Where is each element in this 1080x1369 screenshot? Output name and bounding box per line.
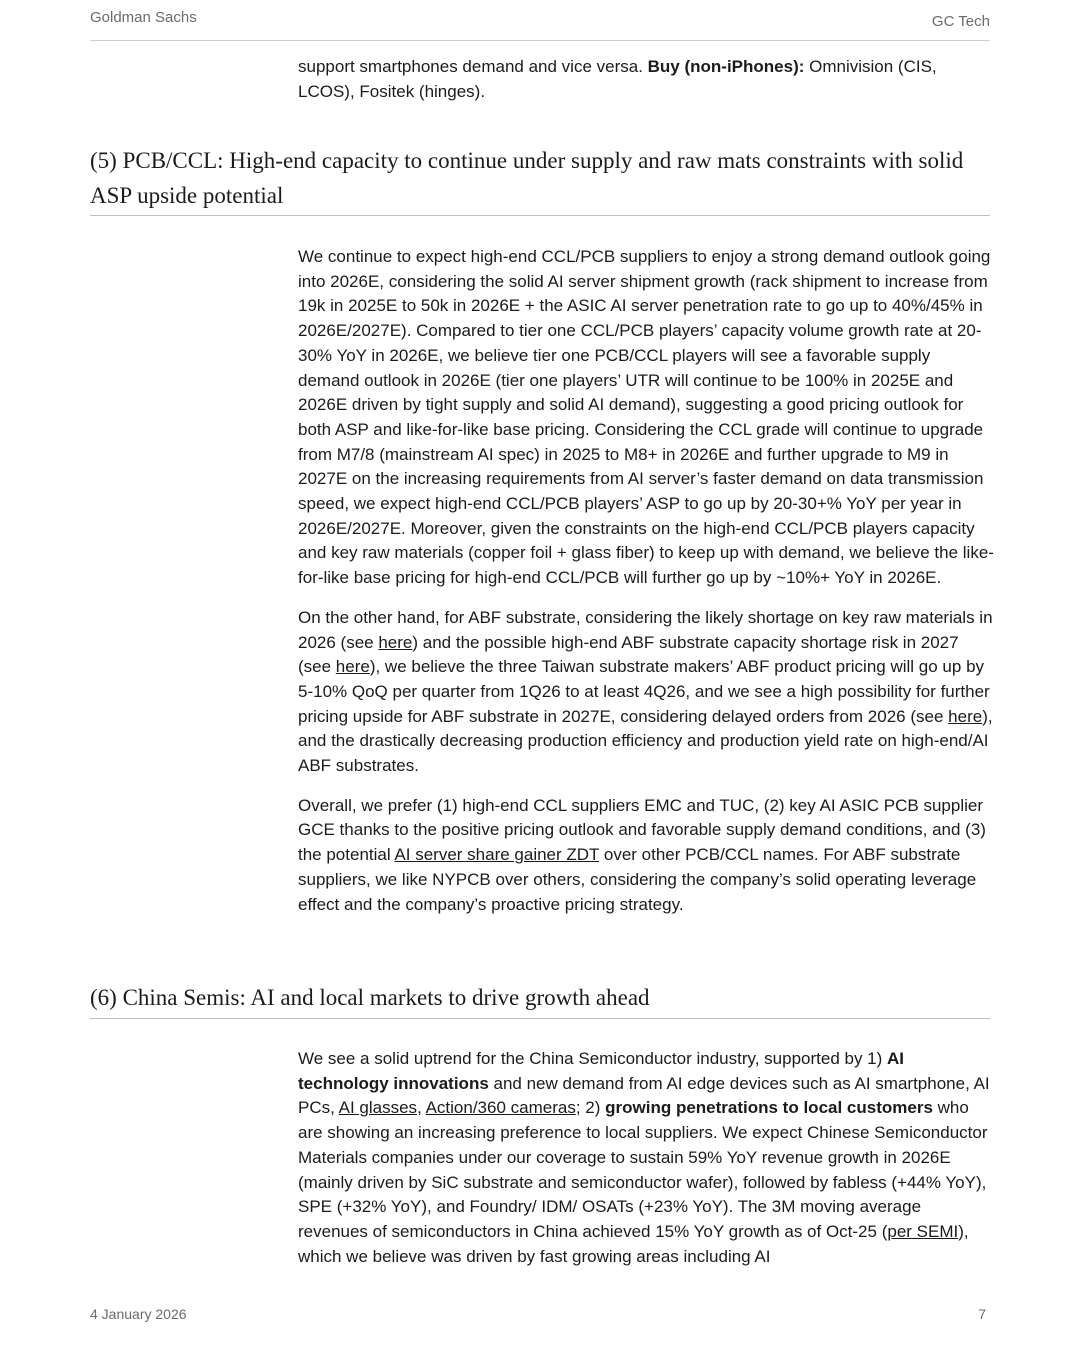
s6-text-c: , <box>417 1098 426 1118</box>
s6-bold-2: growing penetrations to local customers <box>605 1098 933 1118</box>
s6-bold-1: AI technology innovations <box>298 1049 905 1093</box>
per-semi-link[interactable]: per SEMI <box>887 1221 959 1241</box>
section-5-paragraph-1: We continue to expect high-end CCL/PCB suppliers to enjoy a strong demand outlook going into 2026E, considering the solid AI server shipment growth (rack shipment to increase from 19k in 2025E to 50k in 2026E + the ASIC AI server penetration rate to go up to 40%/45% in 2026E/2027E). Compared to tier one CCL/PCB players’ capacity volume growth rate at 20-30% YoY in 2026E, we believe tier one PCB/CCL players will see a favorable supply demand outlook in 2026E (tier one players’ UTR will continue to be 100% in 2025E and 2026E driven by tight supply and solid AI demand), suggesting a good pricing outlook for both ASP and like-for-like base pricing. Considering the CCL grade will continue to upgrade from M7/8 (mainstream AI spec) in 2025 to M8+ in 2026E and further upgrade to M9 in 2027E on the increasing requirements from AI server’s faster demand on data transmission speed, we expect high-end CCL/PCB players’ ASP to go up by 20-30+% YoY per year in 2026E/2027E. Moreover, given the constraints on the high-end CCL/PCB players capacity and key raw materials (copper foil + glass fiber) to keep up with demand, we believe the like-for-like base pricing for high-end CCL/PCB will further go up by ~10%+ YoY in 2026E. <box>298 247 994 588</box>
p2-text-d: ), and the drastically decreasing production efficiency and production yield rate on high-end/AI ABF substrates. <box>298 706 993 776</box>
action-cameras-link[interactable]: Action/360 cameras <box>425 1098 576 1118</box>
zdt-link[interactable]: AI server share gainer ZDT <box>394 845 600 865</box>
section-6-body <box>298 1047 994 1269</box>
intro-bold: Buy (non-iPhones): <box>647 57 805 76</box>
here-link-3[interactable]: here <box>948 706 983 726</box>
s6-text-f: ), which we believe was driven by fast growing areas including AI <box>298 1221 969 1266</box>
footer-date: 4 January 2026 <box>90 1306 187 1322</box>
page-number: 7 <box>978 1306 986 1322</box>
p3-text-a: Overall, we prefer (1) high-end CCL suppliers EMC and TUC, (2) key AI ASIC PCB supplier GCE thanks to the positive pricing outlook and favorable supply demand conditions, and (3) the potential <box>298 795 986 865</box>
p2-text-c: ), we believe the three Taiwan substrate makers’ ABF product pricing will go up by 5-10% QoQ per quarter from 1Q26 to at least 4Q26, and we see a high possibility for further pricing upside for ABF substrate in 2027E, considering delayed orders from 2026 (see <box>298 657 990 726</box>
here-link-1[interactable]: here <box>378 632 413 652</box>
intro-text-2: Omnivision (CIS, LCOS), Fositek (hinges). <box>298 57 937 101</box>
s6-text-e: who are showing an increasing preference to local suppliers. We expect Chinese Semiconductor Materials companies under our coverage to sustain 59% YoY revenue growth in 2026E (mainly driven by SiC substrate and semiconductor wafer), followed by fabless (+44% YoY), SPE (+32% YoY), and Foundry/ IDM/ OSATs (+23% YoY). The 3M moving average revenues of semiconductors in China achieved 15% YoY growth as of Oct-25 ( <box>298 1098 988 1241</box>
section-6-heading: (6) China Semis: AI and local markets to drive growth ahead <box>90 980 990 1019</box>
p3-text-b: over other PCB/CCL names. For ABF substrate suppliers, we like NYPCB over others, considering the company’s solid operating leverage effect and the company’s proactive pricing strategy. <box>298 845 977 914</box>
company-name: Goldman Sachs <box>90 9 197 26</box>
here-link-2[interactable]: here <box>335 657 370 677</box>
intro-text-1: support smartphones demand and vice versa. <box>298 57 648 76</box>
report-name: GC Tech <box>931 13 990 30</box>
section-5-paragraph-3 <box>298 794 994 918</box>
p2-text-b: ) and the possible high-end ABF substrate capacity shortage risk in 2027 (see <box>298 632 959 677</box>
section-5-body <box>298 245 994 917</box>
p2-text-a: On the other hand, for ABF substrate, considering the likely shortage on key raw materials in 2026 (see <box>298 607 993 652</box>
s6-text-b: and new demand from AI edge devices such as AI smartphone, AI PCs, <box>298 1073 990 1118</box>
section-5-paragraph-2 <box>298 606 994 779</box>
ai-glasses-link[interactable]: AI glasses <box>338 1098 418 1118</box>
section-5-heading: (5) PCB/CCL: High-end capacity to continue under supply and raw mats constraints with solid ASP upside potential <box>90 143 990 216</box>
s6-text-d: ; 2) <box>575 1098 606 1118</box>
section-6-paragraph-1 <box>298 1047 994 1269</box>
s6-text-a: We see a solid uptrend for the China Semiconductor industry, supported by 1) <box>298 1049 888 1068</box>
intro-paragraph <box>298 55 994 104</box>
page-header <box>90 0 990 41</box>
